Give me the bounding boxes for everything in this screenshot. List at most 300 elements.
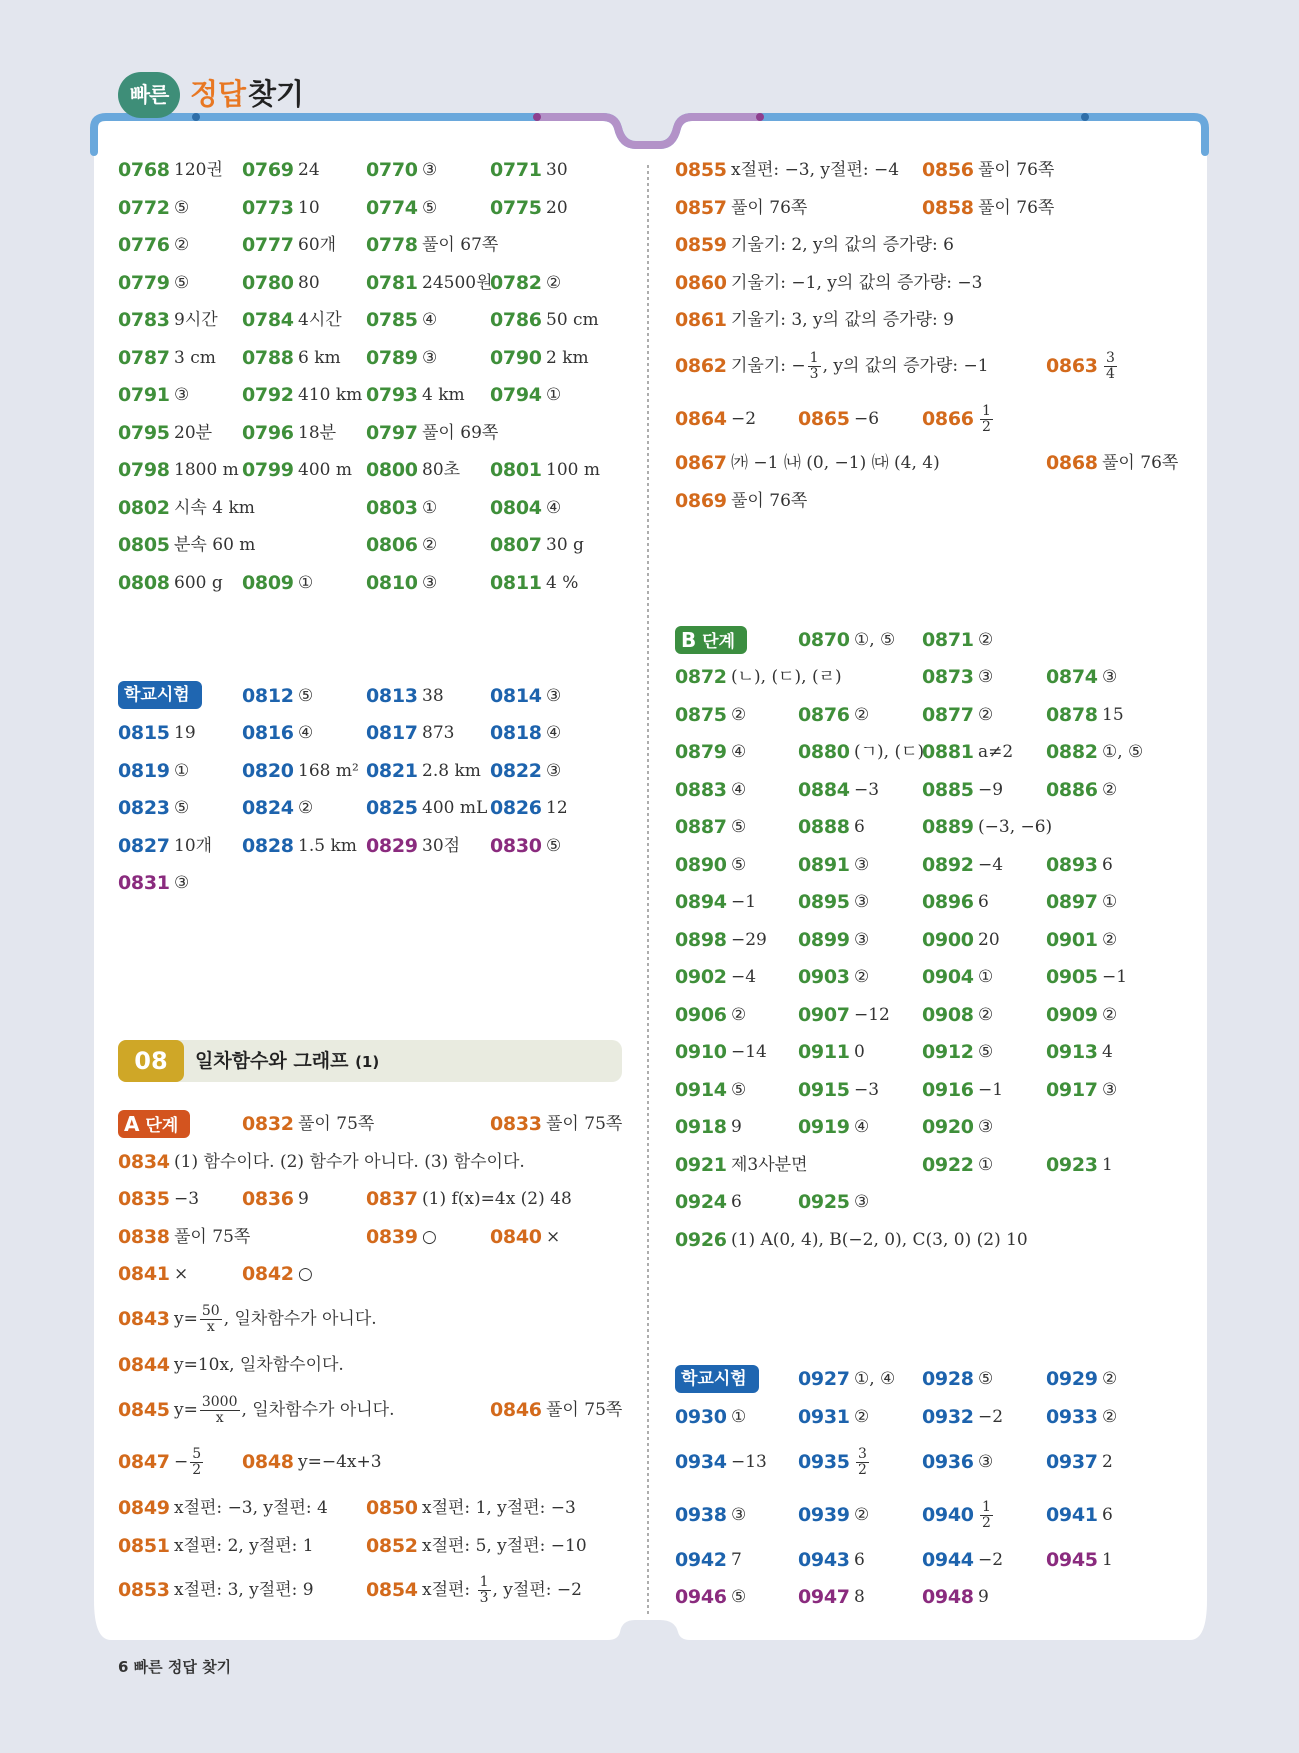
answer-item (242, 455, 352, 485)
answer-item (242, 756, 359, 786)
question-number: 0898 (675, 929, 727, 951)
question-number: 0774 (366, 197, 418, 219)
answer-value: ② (854, 967, 870, 987)
answer-value: −13 (731, 1452, 767, 1472)
answer-value: 410 km (298, 385, 363, 405)
question-number: 0814 (490, 685, 542, 707)
question-number: 0937 (1046, 1451, 1098, 1473)
answer-value: (1) A(0, 4), B(−2, 0), C(3, 0) (2) 10 (731, 1230, 1028, 1250)
answer-value: y=−4x+3 (298, 1452, 382, 1472)
answer-value: ⑤ (978, 1369, 994, 1389)
answer-value: ⑤ (731, 1587, 747, 1607)
question-number: 0798 (118, 459, 170, 481)
question-number: 0927 (798, 1368, 850, 1390)
answer-value: ○ (422, 1227, 437, 1247)
question-number: 0784 (242, 309, 294, 331)
answer-value: ② (978, 1005, 994, 1025)
question-number: 0897 (1046, 891, 1098, 913)
answer-value: ⑤ (174, 798, 190, 818)
answer-value: − $\frac{5}{2}$ (174, 1446, 202, 1478)
answer-value: −29 (731, 930, 767, 950)
answer-item (118, 418, 213, 448)
answer-value: −12 (854, 1005, 890, 1025)
answer-value: 6 (731, 1192, 742, 1212)
question-number: 0889 (922, 816, 974, 838)
answer-value: x절편: 2, y절편: 1 (174, 1536, 314, 1556)
question-number: 0851 (118, 1535, 170, 1557)
fraction: $\frac{1}{2}$ (982, 1499, 991, 1531)
question-number: 0840 (490, 1226, 542, 1248)
question-number: 0867 (675, 452, 727, 474)
answer-item (490, 1222, 561, 1252)
answer-value: ③ (854, 855, 870, 875)
answer-item (1046, 737, 1144, 767)
answer-item (675, 1225, 1028, 1255)
question-number: 0872 (675, 666, 727, 688)
answer-value: 풀이 67쪽 (422, 235, 499, 255)
question-number: 0931 (798, 1406, 850, 1428)
question-number: 0782 (490, 272, 542, 294)
question-number: 0893 (1046, 854, 1098, 876)
question-number: 0888 (798, 816, 850, 838)
question-number: 0899 (798, 929, 850, 951)
answer-value: 20분 (174, 423, 213, 443)
question-number: 0908 (922, 1004, 974, 1026)
section-header (118, 1040, 622, 1082)
answer-value: ④ (546, 723, 562, 743)
question-number: 0926 (675, 1229, 727, 1251)
question-number: 0850 (366, 1497, 418, 1519)
answer-item (366, 418, 499, 448)
answer-item (675, 193, 808, 223)
answer-item (366, 305, 438, 335)
answer-item (118, 1184, 200, 1214)
question-number: 0924 (675, 1191, 727, 1213)
question-number: 0892 (922, 854, 974, 876)
answer-item (798, 1446, 867, 1478)
answer-item (118, 1350, 344, 1380)
question-number: 0896 (922, 891, 974, 913)
footer-text: 빠른 정답 찾기 (133, 1658, 232, 1676)
answer-value: 기울기: −1, y의 값의 증가량: −3 (731, 273, 983, 293)
question-number: 0855 (675, 159, 727, 181)
answer-value: ② (1102, 1369, 1118, 1389)
answer-item (242, 155, 320, 185)
answer-item (675, 230, 954, 260)
answer-value: ④ (854, 1117, 870, 1137)
question-number: 0914 (675, 1079, 727, 1101)
answer-item (118, 1147, 525, 1177)
answer-item (118, 343, 216, 373)
answer-value: y= $\frac{50}{x}$ , 일차함수가 아니다. (174, 1303, 377, 1335)
answer-item (118, 305, 218, 335)
answer-item (118, 1531, 314, 1561)
answer-item (922, 1402, 1004, 1432)
question-number: 0769 (242, 159, 294, 181)
question-number: 0882 (1046, 741, 1098, 763)
answer-value: ① (174, 761, 190, 781)
answer-item (242, 568, 314, 598)
answer-value: x절편: 3, y절편: 9 (174, 1580, 314, 1600)
answer-item (242, 230, 337, 260)
answer-value: −3 (854, 1080, 880, 1100)
answer-item (490, 681, 562, 711)
question-number: 0894 (675, 891, 727, 913)
question-number: 0912 (922, 1041, 974, 1063)
section-number: 08 (118, 1040, 184, 1082)
answer-item (798, 1037, 865, 1067)
answer-value: −4 (978, 855, 1004, 875)
answer-item (366, 268, 493, 298)
answer-value (978, 1500, 995, 1531)
question-number: 0917 (1046, 1079, 1098, 1101)
answer-value: 10개 (174, 836, 213, 856)
answer-value: ⑤ (731, 855, 747, 875)
answer-item (798, 1402, 870, 1432)
answer-value: 풀이 76쪽 (978, 160, 1055, 180)
answer-item (675, 775, 747, 805)
question-number: 0910 (675, 1041, 727, 1063)
question-number: 0848 (242, 1451, 294, 1473)
question-number: 0823 (118, 797, 170, 819)
answer-item (922, 1075, 1004, 1105)
answer-item (490, 756, 562, 786)
question-number: 0921 (675, 1154, 727, 1176)
answer-value: ② (978, 630, 994, 650)
answer-item (118, 1575, 314, 1605)
question-number: 0793 (366, 384, 418, 406)
answer-value: −3 (854, 780, 880, 800)
question-number: 0891 (798, 854, 850, 876)
question-number: 0807 (490, 534, 542, 556)
answer-item (366, 1184, 572, 1214)
answer-item (366, 793, 488, 823)
question-number: 0835 (118, 1188, 170, 1210)
answer-value: ② (1102, 780, 1118, 800)
answer-value: x절편: −3, y절편: −4 (731, 160, 900, 180)
answer-value: 9 (978, 1587, 989, 1607)
answer-value: 12 (546, 798, 568, 818)
answer-item (490, 305, 599, 335)
question-number: 0789 (366, 347, 418, 369)
answer-item (118, 1303, 377, 1335)
answer-value: 400 m (298, 460, 352, 480)
answer-item (922, 1364, 994, 1394)
question-number: 0946 (675, 1586, 727, 1608)
answer-item (675, 925, 767, 955)
question-number: 0773 (242, 197, 294, 219)
question-number: 0822 (490, 760, 542, 782)
answer-value: x절편: 1, y절편: −3 (422, 1498, 576, 1518)
answer-item (366, 1493, 576, 1523)
answer-value: 24 (298, 160, 320, 180)
question-number: 0859 (675, 234, 727, 256)
answer-item (118, 793, 190, 823)
answer-value: ⑤ (174, 198, 190, 218)
answer-item (1046, 1037, 1113, 1067)
school-test-badge-2: 학교시험 (675, 1365, 759, 1393)
question-number: 0853 (118, 1579, 170, 1601)
answer-item (922, 155, 1055, 185)
answer-value: −6 (854, 409, 880, 429)
answer-value: × (174, 1264, 189, 1284)
question-number: 0833 (490, 1113, 542, 1135)
stage-a-badge: A 단계 (118, 1110, 190, 1138)
answer-value: −4 (731, 967, 757, 987)
answer-item (242, 418, 337, 448)
answer-item (922, 193, 1055, 223)
answer-value: x절편: −3, y절편: 4 (174, 1498, 328, 1518)
answer-value: ③ (422, 160, 438, 180)
question-number: 0844 (118, 1354, 170, 1376)
question-number: 0842 (242, 1263, 294, 1285)
question-number: 0936 (922, 1451, 974, 1473)
answer-item (798, 737, 925, 767)
answer-item (118, 380, 190, 410)
question-number: 0834 (118, 1151, 170, 1173)
answer-item (675, 155, 900, 185)
question-number: 0875 (675, 704, 727, 726)
question-number: 0779 (118, 272, 170, 294)
answer-item (1046, 962, 1128, 992)
question-number: 0772 (118, 197, 170, 219)
question-number: 0801 (490, 459, 542, 481)
answer-value: (−3, −6) (978, 817, 1053, 837)
question-number: 0826 (490, 797, 542, 819)
question-number: 0885 (922, 779, 974, 801)
answer-value: 1 (1102, 1550, 1113, 1570)
answer-value: ③ (1102, 667, 1118, 687)
answer-item (118, 1259, 189, 1289)
answer-item (366, 193, 438, 223)
answer-item (1046, 700, 1124, 730)
answer-value: ㈎ −1 ㈏ (0, −1) ㈐ (4, 4) (731, 453, 940, 473)
question-number: 0816 (242, 722, 294, 744)
answer-value: ①, ⑤ (854, 630, 896, 650)
answer-item (675, 1075, 747, 1105)
question-number: 0791 (118, 384, 170, 406)
answer-item (490, 718, 562, 748)
answer-value: 6 (854, 817, 865, 837)
answer-item (490, 831, 562, 861)
answer-item (366, 493, 438, 523)
question-number: 0797 (366, 422, 418, 444)
question-number: 0913 (1046, 1041, 1098, 1063)
question-number: 0930 (675, 1406, 727, 1428)
answer-value: 9시간 (174, 310, 218, 330)
answer-value: 4 (1102, 1042, 1113, 1062)
answer-value: ③ (174, 385, 190, 405)
answer-value: ④ (298, 723, 314, 743)
fraction: $\frac{50}{x}$ (201, 1303, 220, 1335)
answer-item (675, 1582, 747, 1612)
answer-value: 2 (1102, 1452, 1113, 1472)
answer-value: ① (978, 967, 994, 987)
question-number: 0790 (490, 347, 542, 369)
fraction: $\frac{3}{2}$ (858, 1446, 867, 1478)
answer-item (118, 455, 239, 485)
answer-value: 400 mL (422, 798, 488, 818)
question-number: 0824 (242, 797, 294, 819)
answer-item (118, 831, 213, 861)
answer-value: ③ (854, 892, 870, 912)
answer-value: 풀이 76쪽 (978, 198, 1055, 218)
answer-value: ① (298, 573, 314, 593)
answer-item (118, 1222, 251, 1252)
answer-value: 24500원 (422, 273, 493, 293)
question-number: 0871 (922, 629, 974, 651)
answer-item (242, 268, 320, 298)
answer-value: ② (731, 1005, 747, 1025)
question-number: 0847 (118, 1451, 170, 1473)
answer-item (675, 486, 808, 516)
answer-item (675, 662, 842, 692)
question-number: 0808 (118, 572, 170, 594)
question-number: 0809 (242, 572, 294, 594)
answer-item (118, 268, 190, 298)
answer-value: ① (731, 1407, 747, 1427)
answer-item (1046, 1000, 1118, 1030)
answer-item (675, 268, 983, 298)
answer-value: x절편: 5, y절편: −10 (422, 1536, 587, 1556)
question-number: 0884 (798, 779, 850, 801)
question-number: 0825 (366, 797, 418, 819)
answer-item (798, 775, 880, 805)
answer-value: −3 (174, 1189, 200, 1209)
question-number: 0942 (675, 1549, 727, 1571)
answer-item (1046, 350, 1115, 382)
answer-value: 6 (1102, 1505, 1113, 1525)
answer-value: 0 (854, 1042, 865, 1062)
answer-item (922, 850, 1004, 880)
answer-value: 30 (546, 160, 568, 180)
question-number: 0845 (118, 1399, 170, 1421)
question-number: 0934 (675, 1451, 727, 1473)
answer-value: 풀이 75쪽 (546, 1114, 623, 1134)
question-number: 0944 (922, 1549, 974, 1571)
question-number: 0792 (242, 384, 294, 406)
question-number: 0947 (798, 1586, 850, 1608)
answer-value: ③ (978, 1117, 994, 1137)
question-number: 0902 (675, 966, 727, 988)
answer-value: ① (546, 385, 562, 405)
answer-item (242, 1447, 382, 1477)
answer-value (978, 404, 995, 435)
answer-item (490, 530, 584, 560)
answer-item (242, 380, 363, 410)
question-number: 0922 (922, 1154, 974, 1176)
answer-item (490, 455, 600, 485)
answer-value: ② (731, 705, 747, 725)
answer-value: −2 (978, 1550, 1004, 1570)
answer-item (366, 530, 438, 560)
school-test-badge-1: 학교시험 (118, 681, 202, 709)
answer-value: 기울기: 2, y의 값의 증가량: 6 (731, 235, 954, 255)
question-number: 0878 (1046, 704, 1098, 726)
answer-value: ⑤ (731, 1080, 747, 1100)
question-number: 0802 (118, 497, 170, 519)
answer-item (366, 1222, 437, 1252)
answer-item (798, 887, 870, 917)
question-number: 0812 (242, 685, 294, 707)
answer-value: 8 (854, 1587, 865, 1607)
answer-value: ③ (731, 1505, 747, 1525)
question-number: 0938 (675, 1504, 727, 1526)
answer-item (118, 1446, 202, 1478)
question-number: 0903 (798, 966, 850, 988)
fraction: $\frac{1}{2}$ (982, 403, 991, 435)
question-number: 0901 (1046, 929, 1098, 951)
page-number: 6 (118, 1658, 129, 1676)
question-number: 0799 (242, 459, 294, 481)
question-number: 0854 (366, 1579, 418, 1601)
question-number: 0923 (1046, 1154, 1098, 1176)
answer-value: 6 (1102, 855, 1113, 875)
question-number: 0918 (675, 1116, 727, 1138)
question-number: 0920 (922, 1116, 974, 1138)
question-number: 0795 (118, 422, 170, 444)
answer-item (798, 1582, 865, 1612)
answer-item (490, 793, 568, 823)
answer-value: 20 (546, 198, 568, 218)
question-number: 0861 (675, 309, 727, 331)
answer-item (922, 1545, 1004, 1575)
answer-value: ④ (422, 310, 438, 330)
answer-item (242, 1259, 313, 1289)
answer-item (922, 700, 994, 730)
question-number: 0948 (922, 1586, 974, 1608)
answer-item (922, 1150, 994, 1180)
question-number: 0831 (118, 872, 170, 894)
question-number: 0852 (366, 1535, 418, 1557)
header-title-accent: 정답 (190, 77, 247, 111)
answer-item (798, 700, 870, 730)
answer-item (490, 380, 562, 410)
answer-item (118, 718, 196, 748)
question-number: 0817 (366, 722, 418, 744)
question-number: 0838 (118, 1226, 170, 1248)
answer-value: 15 (1102, 705, 1124, 725)
answer-item (118, 493, 255, 523)
answer-value: ② (546, 273, 562, 293)
question-number: 0806 (366, 534, 418, 556)
answer-item (675, 1545, 742, 1575)
answer-value (854, 1447, 871, 1478)
answer-item (366, 756, 481, 786)
question-number: 0932 (922, 1406, 974, 1428)
answer-item (366, 343, 438, 373)
answer-value: −14 (731, 1042, 767, 1062)
question-number: 0787 (118, 347, 170, 369)
answer-value: ① (422, 498, 438, 518)
question-number: 0865 (798, 408, 850, 430)
answer-item (118, 155, 223, 185)
answer-value: ⑤ (546, 836, 562, 856)
answer-item (1046, 1545, 1113, 1575)
question-number: 0771 (490, 159, 542, 181)
page-footer (118, 1656, 231, 1677)
answer-value: 10 (298, 198, 320, 218)
answer-item (490, 155, 568, 185)
answer-item (675, 404, 757, 434)
answer-value: (1) 함수이다. (2) 함수가 아니다. (3) 함수이다. (174, 1152, 525, 1172)
answer-value: 6 (854, 1550, 865, 1570)
question-number: 0813 (366, 685, 418, 707)
answer-value: ⑤ (298, 686, 314, 706)
question-number: 0919 (798, 1116, 850, 1138)
question-number: 0818 (490, 722, 542, 744)
question-number: 0827 (118, 835, 170, 857)
